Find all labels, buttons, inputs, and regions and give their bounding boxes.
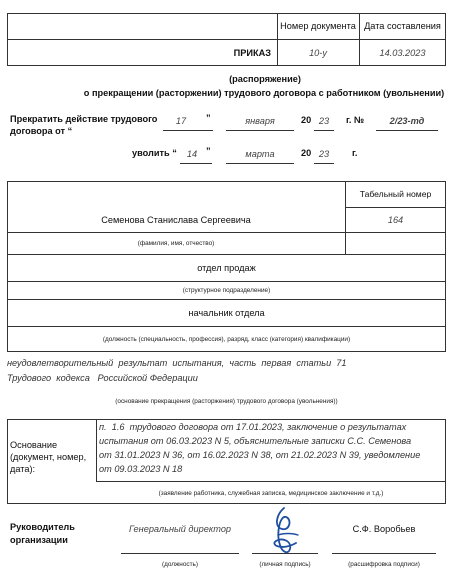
employee-name-caption: (фамилия, имя, отчество) xyxy=(137,239,215,247)
date-header: Дата составления xyxy=(364,21,441,31)
ground-caption: (основание прекращения (расторжения) трудового договора (увольнения)) xyxy=(115,397,338,405)
signature-scribble xyxy=(262,505,306,557)
employee-row-divider-3 xyxy=(7,254,446,255)
terminate-year-prefix: 20 xyxy=(301,115,312,125)
dismiss-month-underline xyxy=(226,163,294,164)
basis-row-divider xyxy=(96,481,446,482)
terminate-label-line-1: Прекратить действие трудового xyxy=(10,114,158,124)
dismiss-day-underline xyxy=(180,163,212,164)
order-title: ПРИКАЗ xyxy=(233,47,271,58)
position-value: начальник отдела xyxy=(188,308,265,318)
dismiss-year-suffix: 23 xyxy=(318,149,330,159)
terminate-month-underline xyxy=(226,130,294,131)
terminate-contract-number: 2/23-тд xyxy=(389,116,425,126)
basis-text-line-4: от 09.03.2023 N 18 xyxy=(99,464,183,474)
name-caption: (расшифровка подписи) xyxy=(348,560,420,568)
basis-col-divider xyxy=(96,419,97,481)
basis-label-line-2: (документ, номер, xyxy=(10,452,87,462)
employee-row-divider-1 xyxy=(345,207,446,208)
basis-text-line-3: от 31.01.2023 N 36, от 16.02.2023 N 38, от 21.02.2023 N 39, уведомление xyxy=(99,450,421,460)
basis-text-line-1: п. 1.6 трудового договора от 17.01.2023, заключение о результатах xyxy=(99,422,407,432)
ground-line-2: Трудового кодекса Российской Федерации xyxy=(7,373,198,383)
terminate-year-underline xyxy=(314,130,334,131)
tab-number-header: Табельный номер xyxy=(359,189,432,199)
terminate-quote-close: ” xyxy=(206,113,211,123)
basis-caption: (заявление работника, служебная записка, медицинское заключение и т.д.) xyxy=(158,489,384,497)
signature-label-line-2: организации xyxy=(10,535,68,545)
department-caption: (структурное подразделение) xyxy=(182,286,271,294)
employee-row-divider-5 xyxy=(7,299,446,300)
department-value: отдел продаж xyxy=(197,263,256,273)
subtitle-line-1: (распоряжение) xyxy=(229,74,301,84)
dismiss-quote-close: ” xyxy=(206,146,211,156)
dismiss-month: марта xyxy=(245,149,275,159)
tab-number-value: 164 xyxy=(387,215,404,225)
terminate-contract-underline xyxy=(376,130,438,131)
dismiss-year-prefix: 20 xyxy=(301,148,312,158)
dismiss-g: г. xyxy=(352,148,358,158)
signatory-position: Генеральный директор xyxy=(128,524,232,534)
terminate-label-line-2: договора от “ xyxy=(10,126,73,136)
dismiss-year-underline xyxy=(314,163,334,164)
signatory-name: С.Ф. Воробьев xyxy=(352,524,416,534)
doc-date-value: 14.03.2023 xyxy=(379,47,426,58)
position-caption: (должность (специальность, профессия), разряд, класс (категория) квалификации) xyxy=(102,335,351,343)
doc-number-header: Номер документа xyxy=(280,21,356,31)
terminate-day: 17 xyxy=(175,116,187,126)
subtitle-line-2: о прекращении (расторжении) трудового договора с работником (увольнении) xyxy=(83,88,445,98)
signature-underline xyxy=(252,553,318,554)
dismiss-day: 14 xyxy=(186,149,198,159)
personal-signature xyxy=(262,505,306,557)
dismiss-label: уволить “ xyxy=(132,148,177,158)
terminate-day-underline xyxy=(163,130,213,131)
ground-line-1: неудовлетворительный результат испытания, часть первая статьи 71 xyxy=(7,358,347,368)
basis-label-line-1: Основание xyxy=(10,440,58,450)
basis-label-line-3: дата): xyxy=(10,464,36,474)
doc-number-value: 10-у xyxy=(309,47,327,58)
position-underline xyxy=(121,553,239,554)
signature-label-line-1: Руководитель xyxy=(10,522,75,532)
name-underline xyxy=(332,553,436,554)
signature-caption: (личная подпись) xyxy=(259,560,311,568)
employee-name: Семенова Станислава Сергеевича xyxy=(101,215,251,225)
terminate-year-suffix: 23 xyxy=(318,116,330,126)
basis-text-line-2: испытания от 06.03.2023 N 5, объяснительные записки С.С. Семенова xyxy=(99,436,412,446)
position-caption-sig: (должность) xyxy=(162,560,198,568)
terminate-month: января xyxy=(245,116,275,126)
terminate-g-no: г. № xyxy=(346,115,365,125)
